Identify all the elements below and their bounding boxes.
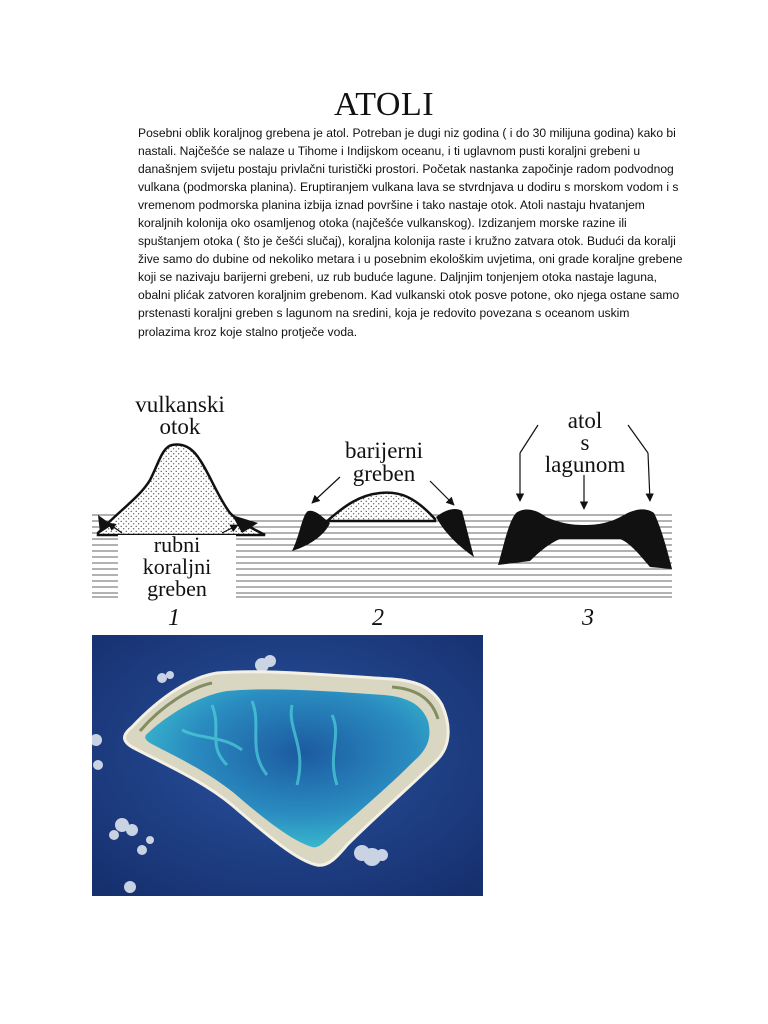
stage-1-volcanic-island xyxy=(98,392,265,630)
body-paragraph: Posebni oblik koraljnog grebena je atol. Potreban je dugi niz godina ( i do 30 milijuna godina) kako bi nastali. Najčešće se nalaze u Tihome i Indijskom oceanu, i ti uglavnom pusti koraljni grebeni u današnjem svijetu postaju privlačni turistički prostori. Početak nastanka započinje radom podvodnog vulkana (podmorska planina). Eruptiranjem vulkana lava se stvrdnjava u dodiru s morskom vodom i s vremenom podmorska planina izbija iznad površine i tako nastaje otok. Atoli nastaju hvatanjem koraljnih kolonija oko osamljenog otoka (najčešće vulkanskog). Izdizanjem morske razine ili spuštanjem otoka ( što je češći slučaj), koraljna kolonija raste i kružno zatvara otok. Budući da koralji žive samo do dubine od nekoliko metara i u posebnim ekološkim uvjetima, oni grade koraljne grebene koji se nazivaju barijerni grebeni, uz rub buduće lagune. Daljnjim tonjenjem otoka nastaje laguna, obalni plićak zatvoren koraljnim grebenom. Kad vulkanski otok posve potone, oko njega ostane samo prstenasti koraljni greben s lagunom na sredini, koja je redovito povezana s oceanom uskim prolazima kroz koje stalno protječe voda. xyxy=(138,126,683,339)
label-barijerni: barijerni xyxy=(345,438,423,463)
stage-number-2: 2 xyxy=(372,605,384,630)
atoll-satellite-photo xyxy=(92,635,483,896)
stage-number-1: 1 xyxy=(168,605,180,630)
label-s: s xyxy=(580,430,590,455)
label-koraljni: koraljni xyxy=(142,554,212,579)
label-greben-2: greben xyxy=(352,461,416,486)
label-vulkanski: vulkanski xyxy=(135,392,225,417)
stage-2-barrier-reef xyxy=(292,438,474,630)
label-lagunom: lagunom xyxy=(544,452,626,477)
label-atol: atol xyxy=(567,408,603,433)
label-rubni: rubni xyxy=(153,532,201,557)
label-otok: otok xyxy=(159,414,201,439)
label-greben: greben xyxy=(147,576,207,601)
atoll-formation-diagram xyxy=(90,385,675,630)
stage-number-3: 3 xyxy=(582,605,594,630)
page-title: ATOLI xyxy=(333,86,435,123)
